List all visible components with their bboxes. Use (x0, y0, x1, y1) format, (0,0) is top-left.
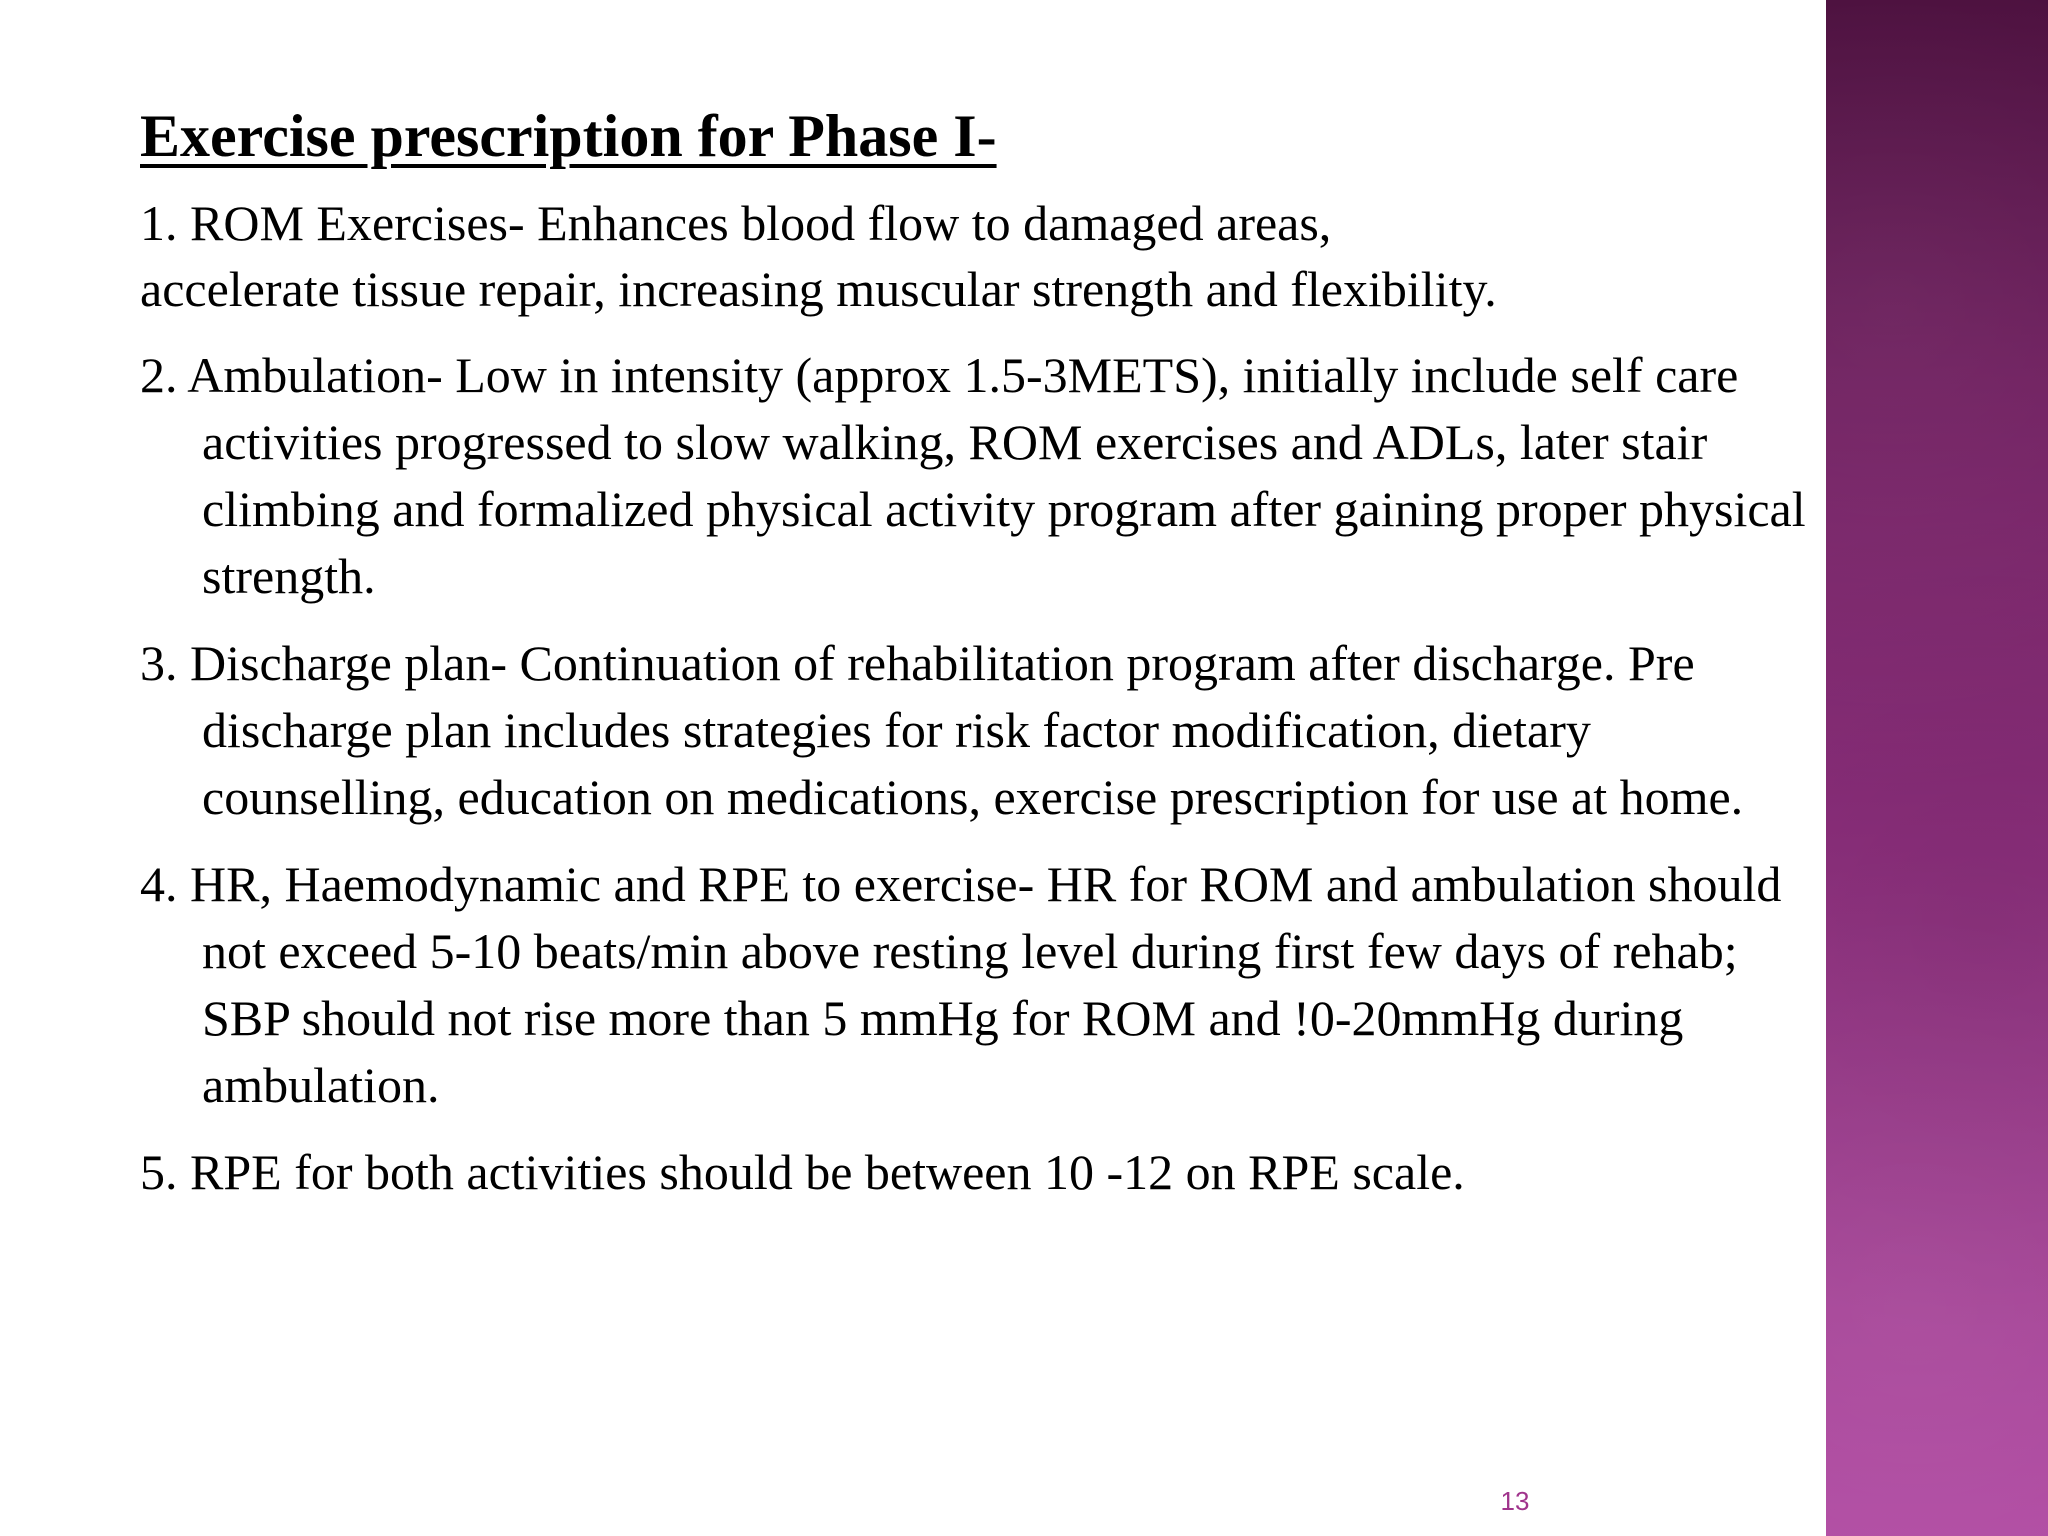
item-5-rpe-scale: 5. RPE for both activities should be between 10 -12 on RPE scale. (140, 1144, 1465, 1200)
slide-title: Exercise prescription for Phase I- (140, 103, 997, 169)
page-number: 13 (1500, 1486, 1530, 1516)
slide-content (140, 100, 1820, 1226)
item-1-line-2: accelerate tissue repair, increasing muscular strength and flexibility. (140, 261, 1497, 317)
item-3-discharge-plan: 3. Discharge plan- Continuation of rehabilitation program after discharge. Pre discharge plan includes strategies for risk factor modification, dietary counselling, education on medications, exercise prescription for use at home. (140, 635, 1744, 825)
decorative-side-band (1826, 0, 2048, 1536)
item-2-ambulation: 2. Ambulation- Low in intensity (approx 1.5-3METS), initially include self care activities progressed to slow walking, ROM exercises and ADLs, later stair climbing and formalized physical activity program after gaining proper physical strength. (140, 347, 1806, 604)
item-4-hr-haemodynamic-rpe: 4. HR, Haemodynamic and RPE to exercise- HR for ROM and ambulation should not exceed 5-10 beats/min above resting level during first few days of rehab; SBP should not rise more than 5 mmHg for ROM and !0-20mmHg during ambulation. (140, 856, 1782, 1113)
item-1-line-1: 1. ROM Exercises- Enhances blood flow to damaged areas, (140, 195, 1332, 251)
